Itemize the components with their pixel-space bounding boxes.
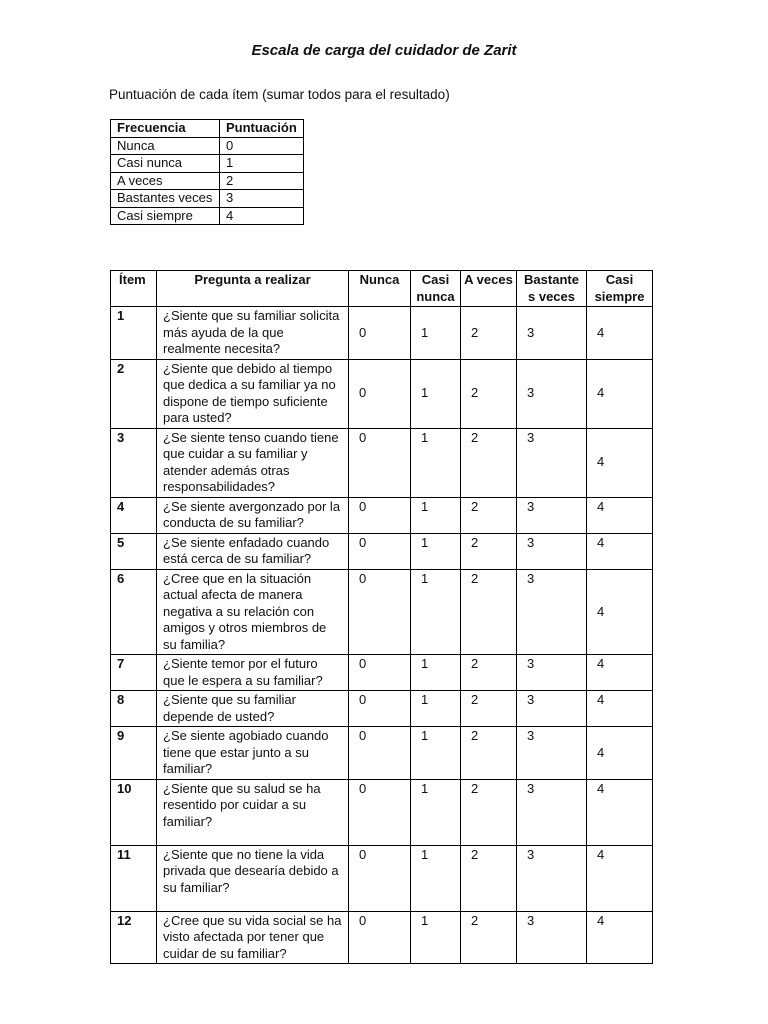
value-a-veces: 2 xyxy=(461,497,517,533)
table-row xyxy=(111,569,653,655)
item-number: 5 xyxy=(111,533,157,569)
item-number: 4 xyxy=(111,497,157,533)
value-casi-siempre: 4 xyxy=(587,569,653,655)
value-casi-nunca: 1 xyxy=(411,779,461,845)
table-row xyxy=(111,845,653,911)
value-casi-nunca: 1 xyxy=(411,655,461,691)
scoring-frequency: Bastantes veces xyxy=(111,190,220,208)
value-nunca: 0 xyxy=(349,497,411,533)
value-nunca: 0 xyxy=(349,359,411,428)
header-item: Ítem xyxy=(111,271,157,307)
value-casi-nunca: 1 xyxy=(411,497,461,533)
scoring-points: 1 xyxy=(220,155,304,173)
scoring-table xyxy=(110,119,304,225)
item-question: ¿Siente temor por el futuro que le espera a su familiar? xyxy=(157,655,349,691)
value-a-veces: 2 xyxy=(461,845,517,911)
item-number: 1 xyxy=(111,307,157,360)
value-nunca: 0 xyxy=(349,533,411,569)
scoring-frequency: A veces xyxy=(111,172,220,190)
value-casi-nunca: 1 xyxy=(411,691,461,727)
value-casi-siempre: 4 xyxy=(587,845,653,911)
table-row xyxy=(111,727,653,780)
table-row xyxy=(111,911,653,964)
table-row xyxy=(111,691,653,727)
value-casi-siempre: 4 xyxy=(587,691,653,727)
table-row xyxy=(111,533,653,569)
value-a-veces: 2 xyxy=(461,655,517,691)
item-question: ¿Siente que no tiene la vida privada que desearía debido a su familiar? xyxy=(157,845,349,911)
value-casi-nunca: 1 xyxy=(411,845,461,911)
item-question: ¿Se siente agobiado cuando tiene que estar junto a su familiar? xyxy=(157,727,349,780)
scoring-intro: Puntuación de cada ítem (sumar todos para el resultado) xyxy=(109,87,450,102)
value-bastantes-veces: 3 xyxy=(517,691,587,727)
item-number: 8 xyxy=(111,691,157,727)
item-number: 3 xyxy=(111,428,157,497)
scoring-row xyxy=(111,207,304,225)
value-nunca: 0 xyxy=(349,845,411,911)
document-title: Escala de carga del cuidador de Zarit xyxy=(251,42,517,59)
value-casi-nunca: 1 xyxy=(411,428,461,497)
value-bastantes-veces: 3 xyxy=(517,655,587,691)
item-number: 6 xyxy=(111,569,157,655)
table-row xyxy=(111,428,653,497)
scoring-row xyxy=(111,137,304,155)
value-bastantes-veces: 3 xyxy=(517,359,587,428)
header-casi-siempre: Casi siempre xyxy=(587,271,653,307)
value-bastantes-veces: 3 xyxy=(517,727,587,780)
value-a-veces: 2 xyxy=(461,779,517,845)
item-number: 9 xyxy=(111,727,157,780)
value-casi-siempre: 4 xyxy=(587,428,653,497)
items-header-row xyxy=(111,271,653,307)
value-bastantes-veces: 3 xyxy=(517,428,587,497)
item-question: ¿Siente que su familiar depende de usted? xyxy=(157,691,349,727)
value-bastantes-veces: 3 xyxy=(517,845,587,911)
table-row xyxy=(111,655,653,691)
scoring-header-puntuacion: Puntuación xyxy=(220,120,304,138)
scoring-row xyxy=(111,172,304,190)
table-row xyxy=(111,497,653,533)
table-row xyxy=(111,359,653,428)
item-question: ¿Se siente enfadado cuando está cerca de su familiar? xyxy=(157,533,349,569)
item-question: ¿Siente que debido al tiempo que dedica a su familiar ya no dispone de tiempo suficiente para usted? xyxy=(157,359,349,428)
value-casi-siempre: 4 xyxy=(587,497,653,533)
value-a-veces: 2 xyxy=(461,691,517,727)
item-number: 11 xyxy=(111,845,157,911)
value-bastantes-veces: 3 xyxy=(517,497,587,533)
value-casi-nunca: 1 xyxy=(411,569,461,655)
value-casi-siempre: 4 xyxy=(587,911,653,964)
value-nunca: 0 xyxy=(349,779,411,845)
value-casi-nunca: 1 xyxy=(411,307,461,360)
item-number: 7 xyxy=(111,655,157,691)
value-bastantes-veces: 3 xyxy=(517,911,587,964)
item-number: 2 xyxy=(111,359,157,428)
scoring-frequency: Nunca xyxy=(111,137,220,155)
value-casi-siempre: 4 xyxy=(587,533,653,569)
scoring-frequency: Casi siempre xyxy=(111,207,220,225)
value-casi-nunca: 1 xyxy=(411,727,461,780)
value-a-veces: 2 xyxy=(461,533,517,569)
value-nunca: 0 xyxy=(349,428,411,497)
zarit-items-table xyxy=(110,270,653,964)
value-casi-nunca: 1 xyxy=(411,911,461,964)
value-casi-siempre: 4 xyxy=(587,779,653,845)
value-casi-nunca: 1 xyxy=(411,533,461,569)
item-question: ¿Siente que su familiar solicita más ayuda de la que realmente necesita? xyxy=(157,307,349,360)
value-casi-siempre: 4 xyxy=(587,655,653,691)
value-bastantes-veces: 3 xyxy=(517,533,587,569)
scoring-points: 3 xyxy=(220,190,304,208)
value-nunca: 0 xyxy=(349,307,411,360)
header-nunca: Nunca xyxy=(349,271,411,307)
value-nunca: 0 xyxy=(349,691,411,727)
value-nunca: 0 xyxy=(349,569,411,655)
value-a-veces: 2 xyxy=(461,569,517,655)
value-casi-nunca: 1 xyxy=(411,359,461,428)
item-question: ¿Se siente avergonzado por la conducta de su familiar? xyxy=(157,497,349,533)
scoring-header-row xyxy=(111,120,304,138)
header-a-veces: A veces xyxy=(461,271,517,307)
header-question: Pregunta a realizar xyxy=(157,271,349,307)
scoring-points: 2 xyxy=(220,172,304,190)
value-a-veces: 2 xyxy=(461,428,517,497)
value-nunca: 0 xyxy=(349,727,411,780)
table-row xyxy=(111,779,653,845)
item-question: ¿Cree que su vida social se ha visto afectada por tener que cuidar de su familiar? xyxy=(157,911,349,964)
value-nunca: 0 xyxy=(349,911,411,964)
scoring-points: 0 xyxy=(220,137,304,155)
value-bastantes-veces: 3 xyxy=(517,779,587,845)
item-question: ¿Cree que en la situación actual afecta de manera negativa a su relación con amigos y otros miembros de su familia? xyxy=(157,569,349,655)
table-row xyxy=(111,307,653,360)
value-a-veces: 2 xyxy=(461,727,517,780)
scoring-frequency: Casi nunca xyxy=(111,155,220,173)
scoring-header-frecuencia: Frecuencia xyxy=(111,120,220,138)
item-question: ¿Se siente tenso cuando tiene que cuidar a su familiar y atender además otras responsabilidades? xyxy=(157,428,349,497)
header-bastantes-veces: Bastante s veces xyxy=(517,271,587,307)
scoring-points: 4 xyxy=(220,207,304,225)
value-casi-siempre: 4 xyxy=(587,307,653,360)
value-bastantes-veces: 3 xyxy=(517,569,587,655)
value-casi-siempre: 4 xyxy=(587,727,653,780)
value-casi-siempre: 4 xyxy=(587,359,653,428)
scoring-row xyxy=(111,155,304,173)
item-number: 12 xyxy=(111,911,157,964)
item-number: 10 xyxy=(111,779,157,845)
scoring-row xyxy=(111,190,304,208)
header-casi-nunca: Casi nunca xyxy=(411,271,461,307)
value-bastantes-veces: 3 xyxy=(517,307,587,360)
item-question: ¿Siente que su salud se ha resentido por cuidar a su familiar? xyxy=(157,779,349,845)
value-nunca: 0 xyxy=(349,655,411,691)
value-a-veces: 2 xyxy=(461,307,517,360)
value-a-veces: 2 xyxy=(461,359,517,428)
value-a-veces: 2 xyxy=(461,911,517,964)
